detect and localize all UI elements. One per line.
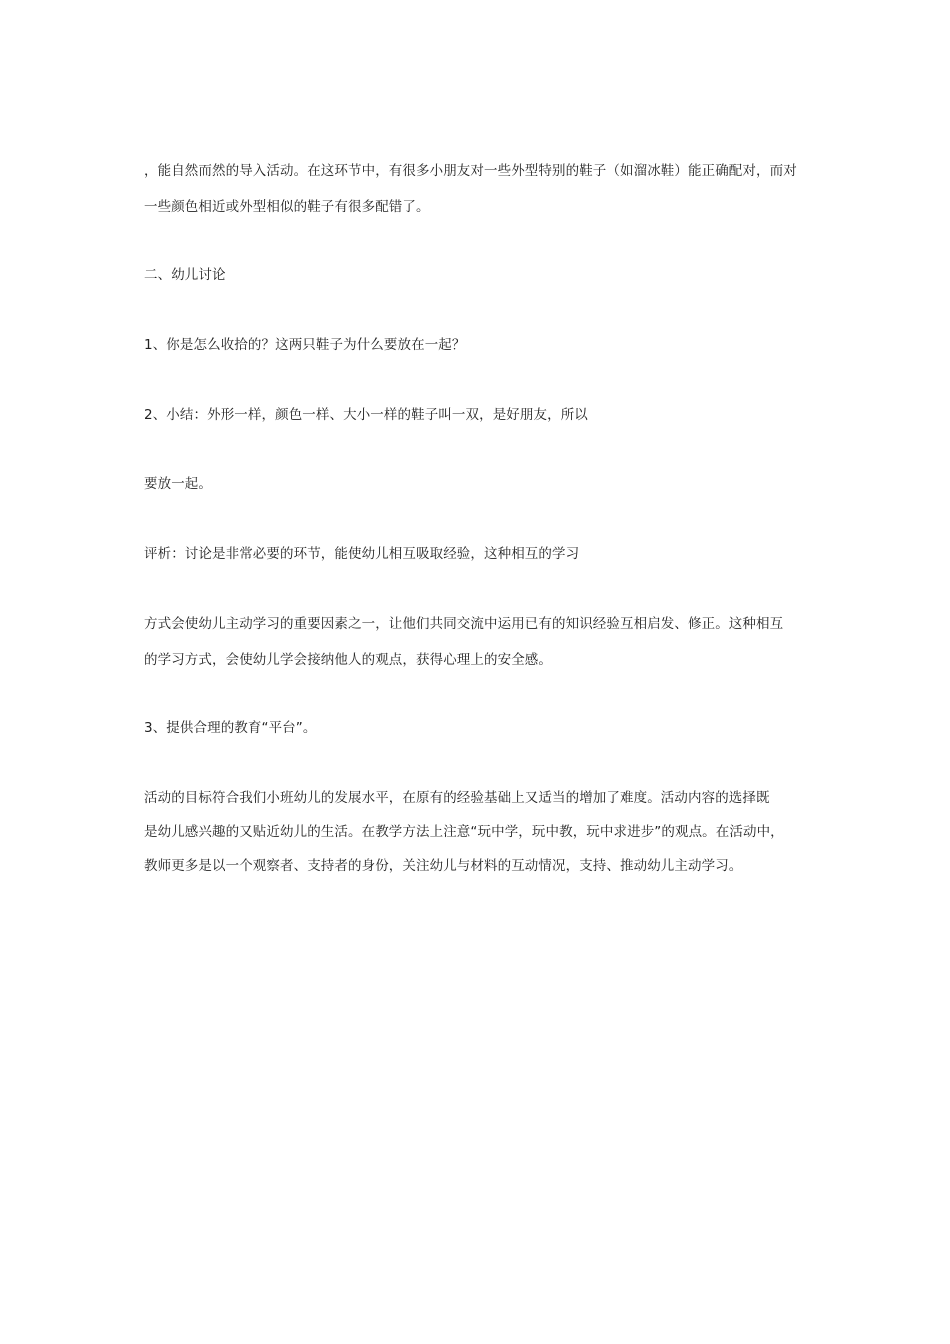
paragraph-line: 活动的目标符合我们小班幼儿的发展水平，在原有的经验基础上又适当的增加了难度。活动内容的选择既 bbox=[144, 790, 770, 806]
paragraph-line: 教师更多是以一个观察者、支持者的身份，关注幼儿与材料的互动情况，支持、推动幼儿主动学习。 bbox=[144, 858, 743, 874]
paragraph-line: 一些颜色相近或外型相似的鞋子有很多配错了。 bbox=[144, 199, 430, 215]
paragraph-line: 要放一起。 bbox=[144, 476, 212, 492]
list-item: 3、提供合理的教育“平台”。 bbox=[144, 720, 317, 736]
paragraph-line: ，能自然而然的导入活动。在这环节中，有很多小朋友对一些外型特别的鞋子（如溜冰鞋）能正确配对，而对 bbox=[144, 163, 797, 179]
section-heading: 二、幼儿讨论 bbox=[144, 267, 226, 283]
list-item: 2、小结：外形一样，颜色一样、大小一样的鞋子叫一双，是好朋友，所以 bbox=[144, 407, 588, 423]
list-item: 1、你是怎么收拾的？这两只鞋子为什么要放在一起？ bbox=[144, 337, 466, 353]
paragraph-line: 的学习方式，会使幼儿学会接纳他人的观点，获得心理上的安全感。 bbox=[144, 652, 552, 668]
paragraph-line: 评析：讨论是非常必要的环节，能使幼儿相互吸取经验，这种相互的学习 bbox=[144, 546, 580, 562]
paragraph-line: 方式会使幼儿主动学习的重要因素之一，让他们共同交流中运用已有的知识经验互相启发、修正。这种相互 bbox=[144, 616, 784, 632]
paragraph-line: 是幼儿感兴趣的又贴近幼儿的生活。在教学方法上注意“玩中学，玩中教，玩中求进步”的观点。在活动中， bbox=[144, 824, 784, 840]
